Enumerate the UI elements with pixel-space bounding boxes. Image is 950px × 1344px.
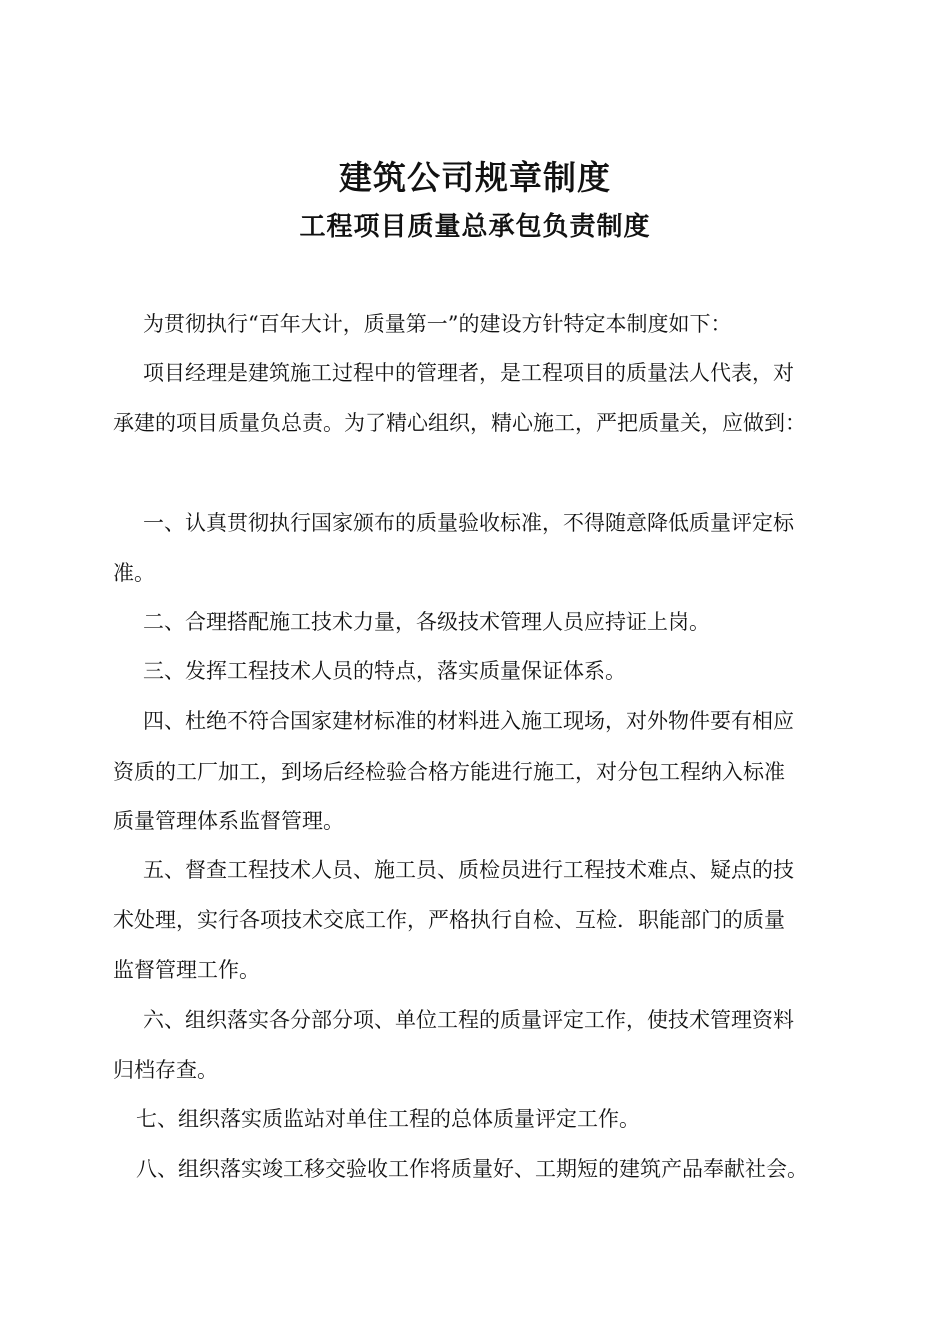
intro-paragraph-line: 项目经理是建筑施工过程中的管理者，是工程项目的质量法人代表，对 — [143, 361, 794, 385]
clause-8-line: 八、组织落实竣工移交验收工作将质量好、工期短的建筑产品奉献社会。 — [136, 1157, 808, 1181]
clause-4-line: 资质的工厂加工，到场后经检验合格方能进行施工，对分包工程纳入标准 — [113, 760, 785, 784]
clause-2-line: 二、合理搭配施工技术力量，各级技术管理人员应持证上岗。 — [143, 610, 710, 634]
clause-5-line: 监督管理工作。 — [113, 958, 260, 982]
clause-6-line: 六、组织落实各分部分项、单位工程的质量评定工作，使技术管理资料 — [143, 1008, 794, 1032]
intro-paragraph-line: 承建的项目质量负总责。为了精心组织，精心施工，严把质量关，应做到： — [113, 411, 806, 435]
intro-paragraph-line: 为贯彻执行“百年大计，质量第一”的建设方针特定本制度如下： — [143, 312, 732, 336]
clause-5-line: 五、督查工程技术人员、施工员、质检员进行工程技术难点、疑点的技 — [143, 858, 794, 882]
clause-1-line: 一、认真贯彻执行国家颁布的质量验收标准，不得随意降低质量评定标 — [143, 511, 794, 535]
clause-4-line: 质量管理体系监督管理。 — [113, 809, 344, 833]
clause-4-line: 四、杜绝不符合国家建材标准的材料进入施工现场，对外物件要有相应 — [143, 709, 794, 733]
clause-3-line: 三、发挥工程技术人员的特点，落实质量保证体系。 — [143, 659, 626, 683]
clause-6-line: 归档存查。 — [113, 1058, 218, 1082]
clause-7-line: 七、组织落实质监站对单住工程的总体质量评定工作。 — [136, 1107, 640, 1131]
clause-1-line: 准。 — [113, 561, 155, 585]
clause-5-line: 术处理，实行各项技术交底工作，严格执行自检、互检．职能部门的质量 — [113, 908, 785, 932]
document-subtitle: 工程项目质量总承包负责制度 — [299, 212, 651, 242]
document-title: 建筑公司规章制度 — [339, 158, 611, 197]
